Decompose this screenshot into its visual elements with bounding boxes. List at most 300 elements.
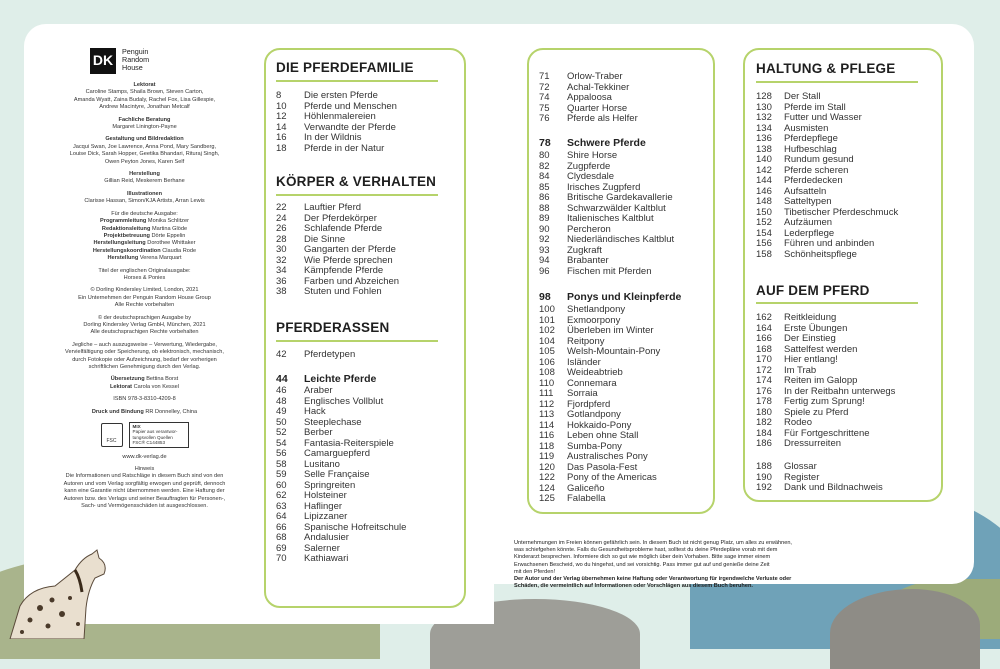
toc-entry-title: Schwarzwälder Kaltblut: [567, 202, 666, 214]
toc-entry-title: Hokkaido-Pony: [567, 419, 632, 431]
credit-block: [52, 191, 237, 206]
toc-entry[interactable]: [756, 334, 895, 345]
toc-page-number: 156: [756, 238, 772, 249]
toc-entry[interactable]: [756, 176, 898, 187]
toc-entry-title: Register: [784, 471, 820, 483]
toc-entry-title: Haflinger: [304, 500, 343, 512]
section-rule: [276, 340, 438, 342]
toc-entry-title: Satteltypen: [784, 196, 832, 207]
toc-entry-title: Shire Horse: [567, 150, 618, 161]
toc-entry[interactable]: [276, 245, 399, 256]
credit-line: Redaktionsleitung Martina Glöde: [101, 225, 188, 232]
toc-page-number: 178: [756, 396, 772, 407]
toc-entry-title: Dressurreiten: [784, 438, 842, 449]
subsection-schwere-pferde[interactable]: 78 Schwere Pferde: [539, 137, 646, 149]
copyright-german-edition: © der deutschsprachigen Ausgabe by Dorling Kindersley Verlag GmbH, München, 2021 Alle deutschsprachigen Rechte vorbehalten: [83, 314, 206, 336]
toc-entry-title: Araber: [304, 385, 333, 396]
toc-entry-title: Stuten und Fohlen: [304, 286, 382, 297]
toc-page-number: 89: [539, 213, 550, 224]
credit-line: Amanda Wyatt, Zaina Budaly, Rachel Fox, Lisa Gillespie,: [73, 96, 216, 103]
toc-entry-title: Pony of the Americas: [567, 472, 657, 483]
toc-entry-title: Britische Gardekavallerie: [567, 192, 673, 203]
toc-page-number: 14: [276, 121, 287, 133]
toc-entry-title: Höhlenmalereien: [304, 111, 376, 122]
toc-entry[interactable]: [539, 326, 660, 337]
toc-entry[interactable]: [276, 470, 406, 481]
toc-list-ponys: [539, 305, 660, 505]
toc-entry[interactable]: [539, 214, 674, 225]
toc-entry[interactable]: [276, 287, 399, 298]
toc-page-number: 146: [756, 185, 772, 197]
toc-page-number: 58: [276, 458, 287, 470]
toc-entry-title: Connemara: [567, 377, 617, 389]
toc-entry-title: Lauftier Pferd: [304, 202, 362, 213]
toc-page-number: 140: [756, 154, 772, 165]
toc-page-number: 190: [756, 471, 772, 483]
toc-page-number: 30: [276, 244, 287, 255]
toc-entry[interactable]: [276, 224, 399, 235]
rights-notice: Jegliche – auch auszugsweise – Verwertung, Wiedergabe, Vervielfältigung oder Speicherung, ob elektronisch, mechanisch, durch Fotokopie oder Aufzeichnung, bedarf der vorherigen schriftlichen Genehmigung durch den Verlag.: [65, 341, 224, 370]
credit-line: Herstellungsleitung Dorothee Whittaker: [93, 240, 196, 247]
toc-entry[interactable]: [276, 418, 406, 429]
toc-entry-title: Hier entlang!: [784, 354, 838, 365]
toc-entry-title: Australisches Pony: [567, 451, 648, 462]
toc-page-number: 166: [756, 333, 772, 344]
toc-entry-title: Appaloosa: [567, 92, 612, 103]
toc-page-number: 108: [539, 367, 555, 378]
credit-line: Herstellung Verena Marquart: [107, 255, 182, 262]
toc-entry-title: Exmoorpony: [567, 314, 621, 326]
toc-entry[interactable]: [539, 494, 660, 505]
toc-list-schwere-pferde: [539, 151, 674, 277]
toc-page-number: 130: [756, 101, 772, 113]
toc-entry[interactable]: [756, 134, 898, 145]
toc-entry-title: Pferde in der Natur: [304, 142, 385, 154]
toc-page-number: 56: [276, 448, 287, 459]
toc-page-number: 60: [276, 479, 287, 491]
subsection-leichte-pferde[interactable]: 44 Leichte Pferde: [276, 373, 377, 385]
toc-list-leichte-pferde-cont: [539, 72, 638, 125]
toc-page-number: 125: [539, 493, 555, 504]
toc-entry-title: Zugpferde: [567, 160, 611, 172]
toc-entry[interactable]: [539, 267, 674, 278]
toc-entry[interactable]: [276, 449, 406, 460]
toc-entry[interactable]: [276, 554, 406, 565]
toc-entry-title: Italienisches Kaltblut: [567, 213, 654, 224]
toc-entry-title: Wie Pferde sprechen: [304, 254, 393, 266]
toc-page-number: 32: [276, 254, 287, 266]
toc-page-number: 162: [756, 312, 772, 323]
toc-entry[interactable]: [756, 197, 898, 208]
toc-entry-title: Kämpfende Pferde: [304, 265, 384, 276]
toc-entry-pferdetypen[interactable]: 42 Pferdetypen: [276, 349, 356, 360]
toc-entry-title: Selle Française: [304, 469, 370, 480]
toc-page-number: 90: [539, 223, 550, 235]
toc-entry-title: Welsh-Mountain-Pony: [567, 346, 661, 357]
toc-entry-title: Reiten im Galopp: [784, 375, 858, 386]
toc-entry[interactable]: [276, 386, 406, 397]
website-link[interactable]: www.dk-verlag.de: [122, 453, 167, 460]
toc-page-number: 168: [756, 343, 772, 355]
toc-entry-title: Gotlandpony: [567, 409, 621, 420]
toc-entry[interactable]: [276, 133, 397, 144]
toc-page-number: 112: [539, 398, 555, 410]
toc-entry-title: Fertig zum Sprung!: [784, 396, 865, 407]
toc-entry-title: Orlow-Traber: [567, 71, 623, 82]
toc-entry[interactable]: [756, 239, 898, 250]
toc-entry[interactable]: [276, 112, 397, 123]
toc-page-number: 136: [756, 133, 772, 144]
toc-page-number: 172: [756, 364, 772, 376]
toc-entry[interactable]: [756, 462, 883, 473]
toc-page-number: 142: [756, 164, 772, 176]
toc-entry[interactable]: [276, 533, 406, 544]
toc-entry-title: Irisches Zugpferd: [567, 181, 641, 193]
toc-entry-title: Gangarten der Pferde: [304, 244, 396, 255]
toc-entry[interactable]: [539, 452, 660, 463]
toc-entry-title: Camarguepferd: [304, 448, 371, 459]
toc-entry-title: Galiceño: [567, 482, 605, 494]
toc-page-number: 114: [539, 419, 555, 431]
toc-entry[interactable]: [756, 113, 898, 124]
toc-page-number: 54: [276, 437, 287, 449]
original-title: Titel der englischen Originalausgabe: Horses & Ponies: [98, 267, 191, 281]
toc-page-number: 8: [276, 90, 282, 101]
toc-entry[interactable]: [276, 407, 406, 418]
toc-page-number: 186: [756, 438, 772, 449]
toc-page-number: 192: [756, 482, 772, 493]
toc-entry-title: Spanische Hofreitschule: [304, 521, 407, 533]
toc-page-number: 132: [756, 112, 772, 123]
toc-entry-title: Pferde im Stall: [784, 101, 846, 113]
toc-entry-title: Andalusier: [304, 532, 349, 543]
toc-entry[interactable]: [276, 203, 399, 214]
credit-line: Herstellungskoordination Claudia Rode: [92, 247, 197, 254]
toc-entry-title: Spiele zu Pferd: [784, 406, 849, 418]
toc-page-number: 62: [276, 490, 287, 501]
toc-entry-title: Berber: [304, 427, 333, 438]
toc-entry[interactable]: [756, 313, 895, 324]
toc-page-number: 69: [276, 542, 287, 554]
toc-entry-title: Pferdepflege: [784, 133, 838, 144]
toc-page-number: 102: [539, 325, 555, 336]
toc-page-number: 152: [756, 217, 772, 228]
toc-entry-title: Clydesdale: [567, 171, 614, 182]
toc-entry-title: Schlafende Pferde: [304, 223, 383, 234]
toc-entry[interactable]: [756, 397, 895, 408]
toc-page-number: 188: [756, 461, 772, 472]
toc-entry-title: Achal-Tekkiner: [567, 81, 630, 93]
toc-entry-title: Im Trab: [784, 364, 817, 376]
toc-page-number: 86: [539, 192, 550, 203]
penguin-random-house-logo: Penguin Random House: [122, 47, 150, 72]
toc-entry[interactable]: [276, 91, 397, 102]
toc-entry-title: Percheron: [567, 223, 611, 235]
toc-entry[interactable]: [539, 368, 660, 379]
toc-page-number: 76: [539, 113, 550, 124]
toc-page-number: 38: [276, 286, 287, 297]
section-title-koerper: KÖRPER & VERHALTEN: [276, 174, 437, 189]
toc-entry[interactable]: [539, 235, 674, 246]
toc-page-number: 96: [539, 265, 550, 277]
toc-entry[interactable]: [276, 397, 406, 408]
toc-entry[interactable]: [539, 410, 660, 421]
credit-block: [52, 171, 237, 186]
section-rule: [276, 194, 438, 196]
toc-entry-title: Isländer: [567, 356, 601, 368]
toc-entry-title: Falabella: [567, 493, 606, 504]
safety-note: Unternehmungen im Freien können gefährlich sein. In diesem Buch ist nicht genug Platz, um alles zu erwähnen, was schiefgehen könnte. Falls du Gesundheitsprobleme hast, solltest du deine Pferdepläne vorab mit dem Kinderarzt besprechen. Informiere dich so gut wie möglich über dein Vorhaben. Bitte sage immer einem Erwachsenen Bescheid, wo du hingehst, und sei vorsichtig. Pass immer gut auf und genieße deine Zeit mit den Pferden! Der Autor und der Verlag übernehmen keine Haftung oder Verantwortung für irgendwelche Verluste oder Schäden, die vermeintlich auf Informationen oder Vorschlägen aus diesem Buch beruhen.: [514, 540, 792, 590]
toc-entry-title: Niederländisches Kaltblut: [567, 234, 675, 245]
toc-entry-title: Springreiten: [304, 479, 356, 491]
german-edition-credits: Für die deutsche Ausgabe: Programmleitung Monika Schlitzer Redaktionsleitung Martina Glöde Projektbetreuung Dörte Eppelin Herstellungsleitung Dorothee Whittaker Herstellungskoordination Claudia Rode Herstellung Verena Marquart: [52, 211, 237, 263]
toc-page-number: 184: [756, 427, 772, 439]
toc-page-number: 120: [539, 461, 555, 473]
toc-entry-title: Pferde als Helfer: [567, 113, 638, 124]
toc-page-number: 28: [276, 233, 287, 245]
toc-page-number: 84: [539, 171, 550, 182]
toc-entry-title: Kathiawari: [304, 553, 349, 564]
toc-entry-title: Fjordpferd: [567, 398, 611, 410]
toc-entry[interactable]: [539, 256, 674, 267]
section-title-pferdefamilie: DIE PFERDEFAMILIE: [276, 60, 414, 75]
toc-page-number: 170: [756, 354, 772, 365]
toc-entry[interactable]: [276, 266, 399, 277]
toc-entry-title: Glossar: [784, 461, 817, 472]
credit-line: Andrew Macintyre, Jonathan Metcalf: [99, 104, 190, 111]
toc-page-number: 154: [756, 227, 772, 239]
toc-list-haltung: [756, 92, 898, 260]
toc-entry[interactable]: [756, 355, 895, 366]
toc-entry-title: Reitpony: [567, 335, 605, 347]
credit-heading: Fachliche Beratung: [118, 116, 171, 123]
toc-entry[interactable]: [539, 389, 660, 400]
toc-page-number: 64: [276, 511, 287, 522]
toc-entry[interactable]: [539, 93, 638, 104]
toc-entry-title: Holsteiner: [304, 490, 347, 501]
copyright-dk-london: © Dorling Kindersley Limited, London, 2021 Ein Unternehmen der Penguin Random House Group Alle Rechte vorbehalten: [78, 287, 211, 309]
toc-page-number: 124: [539, 482, 555, 494]
section-title-pferderassen: PFERDERASSEN: [276, 320, 390, 335]
toc-page-number: 144: [756, 175, 772, 186]
toc-entry[interactable]: [756, 92, 898, 103]
toc-entry-title: Brabanter: [567, 255, 609, 266]
toc-entry[interactable]: [539, 114, 638, 125]
toc-entry[interactable]: [539, 473, 660, 484]
toc-page-number: 68: [276, 532, 287, 543]
toc-page-number: 92: [539, 234, 550, 245]
toc-page-number: 18: [276, 142, 287, 154]
toc-entry[interactable]: [276, 512, 406, 523]
fsc-tree-icon: FSC: [101, 423, 123, 447]
credit-line: Gillian Reid, Meskerem Berhane: [104, 178, 185, 185]
toc-page-number: 116: [539, 430, 555, 441]
toc-entry-title: In der Reitbahn unterwegs: [784, 385, 896, 397]
toc-page-number: 36: [276, 275, 287, 287]
toc-page-number: 52: [276, 427, 287, 438]
toc-entry-title: Schönheitspflege: [784, 248, 857, 260]
toc-entry-title: Der Pferdekörper: [304, 212, 377, 224]
credit-heading: Gestaltung und Bildredaktion: [105, 136, 184, 143]
credit-line: Projektbetreuung Dörte Eppelin: [103, 232, 186, 239]
toc-entry[interactable]: [756, 418, 895, 429]
toc-page-number: 105: [539, 346, 555, 357]
toc-page-number: 74: [539, 92, 550, 103]
toc-page-number: 80: [539, 150, 550, 161]
toc-entry-title: Lederpflege: [784, 227, 835, 239]
toc-page-number: 150: [756, 206, 772, 218]
toc-entry[interactable]: [276, 144, 397, 155]
section-rule: [756, 302, 918, 304]
toc-entry-title: Salerner: [304, 542, 340, 554]
toc-entry-title: Rundum gesund: [784, 154, 854, 165]
toc-entry-title: In der Wildnis: [304, 132, 362, 143]
toc-page-number: 49: [276, 406, 287, 417]
toc-page-number: 94: [539, 255, 550, 266]
toc-page-number: 48: [276, 395, 287, 407]
credit-block: [52, 82, 237, 112]
toc-entry-title: Fantasia-Reiterspiele: [304, 437, 394, 449]
toc-entry-title: Steeplechase: [304, 416, 362, 428]
toc-page-number: 134: [756, 122, 772, 134]
horse-illustration: [0, 548, 120, 639]
credit-line: Owen Peyton Jones, Karen Self: [104, 158, 185, 165]
toc-page-number: 100: [539, 304, 555, 315]
toc-page-number: 113: [539, 409, 555, 420]
toc-entry[interactable]: [539, 379, 660, 390]
fsc-text: MIX Papier aus verantwor-tungsvollen Quellen FSC® C144853: [129, 422, 189, 448]
toc-entry-title: Weideabtrieb: [567, 367, 623, 378]
toc-page-number: 88: [539, 202, 550, 214]
toc-entry-title: Reitkleidung: [784, 312, 837, 323]
toc-page-number: 82: [539, 160, 550, 172]
toc-page-number: 182: [756, 417, 772, 428]
toc-entry-title: Leben ohne Stall: [567, 430, 639, 441]
toc-entry-title: Aufsatteln: [784, 185, 827, 197]
toc-entry-title: Führen und anbinden: [784, 238, 875, 249]
toc-list-leichte-pferde: [276, 386, 406, 565]
toc-page-number: 12: [276, 111, 287, 122]
toc-entry-title: Hufbeschlag: [784, 143, 837, 155]
toc-entry-title: Englisches Vollblut: [304, 395, 384, 407]
toc-page-number: 22: [276, 202, 287, 213]
toc-entry[interactable]: [756, 250, 898, 261]
toc-entry-title: Pferdedecken: [784, 175, 843, 186]
toc-page-number: 85: [539, 181, 550, 193]
section-title-auf-dem-pferd: AUF DEM PFERD: [756, 283, 870, 298]
section-rule: [756, 81, 918, 83]
toc-list-pferdefamilie: [276, 91, 397, 154]
toc-page-number: 110: [539, 377, 555, 389]
toc-entry-title: Überleben im Winter: [567, 325, 654, 336]
subsection-ponys[interactable]: 98 Ponys und Kleinpferde: [539, 291, 682, 303]
toc-page-number: 24: [276, 212, 287, 224]
toc-entry-title: Verwandte der Pferde: [304, 121, 396, 133]
toc-entry-title: Sorraia: [567, 388, 598, 399]
toc-entry-title: Quarter Horse: [567, 102, 628, 114]
toc-page-number: 122: [539, 472, 555, 483]
toc-entry-title: Die Sinne: [304, 233, 346, 245]
toc-page-number: 119: [539, 451, 555, 462]
toc-page-number: 164: [756, 322, 772, 334]
toc-page-number: 104: [539, 335, 555, 347]
toc-page-number: 93: [539, 244, 550, 256]
toc-entry-title: Für Fortgeschrittene: [784, 427, 870, 439]
credit-line: Louise Dick, Sarah Hopper, Geetika Bhandari, Rituraj Singh,: [69, 151, 220, 158]
toc-entry[interactable]: [756, 376, 895, 387]
toc-entry-title: Shetlandpony: [567, 304, 626, 315]
toc-entry-title: Lipizzaner: [304, 511, 348, 522]
toc-entry[interactable]: [276, 428, 406, 439]
credit-heading: Herstellung: [129, 171, 160, 178]
credit-heading: Illustrationen: [126, 190, 163, 197]
toc-entry-title: Das Pasola-Fest: [567, 461, 638, 473]
toc-entry[interactable]: [539, 72, 638, 83]
fsc-label: [52, 422, 237, 448]
toc-entry[interactable]: [539, 193, 674, 204]
credit-line: Margaret Linington-Payne: [112, 124, 177, 131]
credit-line: Caroline Stamps, Shaila Brown, Steven Carton,: [85, 89, 204, 96]
imprint-credits: [52, 82, 237, 206]
toc-entry[interactable]: [539, 151, 674, 162]
toc-entry[interactable]: [276, 491, 406, 502]
toc-entry-title: Dank und Bildnachweis: [784, 482, 883, 493]
toc-entry-title: Der Stall: [784, 91, 821, 102]
toc-entry[interactable]: [756, 483, 883, 494]
toc-list-auf-dem-pferd: [756, 313, 895, 450]
toc-entry[interactable]: [539, 431, 660, 442]
toc-page-number: 174: [756, 375, 772, 386]
toc-entry-title: Pferde und Menschen: [304, 100, 397, 112]
toc-page-number: 59: [276, 469, 287, 480]
toc-entry-title: Futter und Wasser: [784, 112, 862, 123]
toc-entry[interactable]: [539, 172, 674, 183]
toc-page-number: 71: [539, 71, 550, 82]
section-rule: [276, 80, 438, 82]
toc-entry[interactable]: [756, 408, 895, 419]
toc-entry-title: Sumba-Pony: [567, 440, 622, 452]
toc-entry[interactable]: [756, 218, 898, 229]
toc-entry[interactable]: [539, 347, 660, 358]
toc-entry-title: Die ersten Pferde: [304, 90, 378, 101]
toc-page-number: 106: [539, 356, 555, 368]
disclaimer: Hinweis Die Informationen und Ratschläge in diesem Buch sind von den Autoren und vom Verlag sorgfältig erwogen und geprüft, dennoch kann eine Garantie nicht übernommen werden. Eine Haftung der Autoren bzw. des Verlags und seiner Beauftragten für Personen-, Sach- und Vermögensschäden ist ausgeschlossen.: [63, 466, 226, 510]
credit-line: Jacqui Swan, Joe Lawrence, Anna Pond, Mary Sandberg,: [72, 143, 217, 150]
section-title-haltung: HALTUNG & PFLEGE: [756, 61, 896, 76]
toc-page-number: 50: [276, 416, 287, 428]
isbn: ISBN 978-3-8310-4209-8: [113, 396, 176, 403]
toc-entry-title: Ausmisten: [784, 122, 829, 134]
toc-page-number: 158: [756, 248, 772, 260]
toc-entry[interactable]: [756, 439, 895, 450]
toc-page-number: 101: [539, 314, 555, 326]
toc-entry-title: Fischen mit Pferden: [567, 265, 652, 277]
toc-page-number: 180: [756, 406, 772, 418]
toc-page-number: 138: [756, 143, 772, 155]
dk-logo: DK: [90, 48, 116, 74]
toc-page-number: 16: [276, 132, 287, 143]
toc-list-appendix: [756, 462, 883, 494]
toc-entry[interactable]: [539, 305, 660, 316]
toc-entry[interactable]: [756, 155, 898, 166]
translation-credits: Übersetzung Bettina Borst Lektorat Carola von Kessel: [109, 376, 180, 390]
toc-entry-title: Sattelfest werden: [784, 343, 858, 355]
toc-page-number: 10: [276, 100, 287, 112]
toc-entry-title: Zugkraft: [567, 244, 602, 256]
print-credit: Druck und Bindung RR Donnelley, China: [91, 408, 198, 415]
credit-line: Programmleitung Monika Schlitzer: [100, 218, 189, 225]
toc-page-number: 70: [276, 553, 287, 564]
